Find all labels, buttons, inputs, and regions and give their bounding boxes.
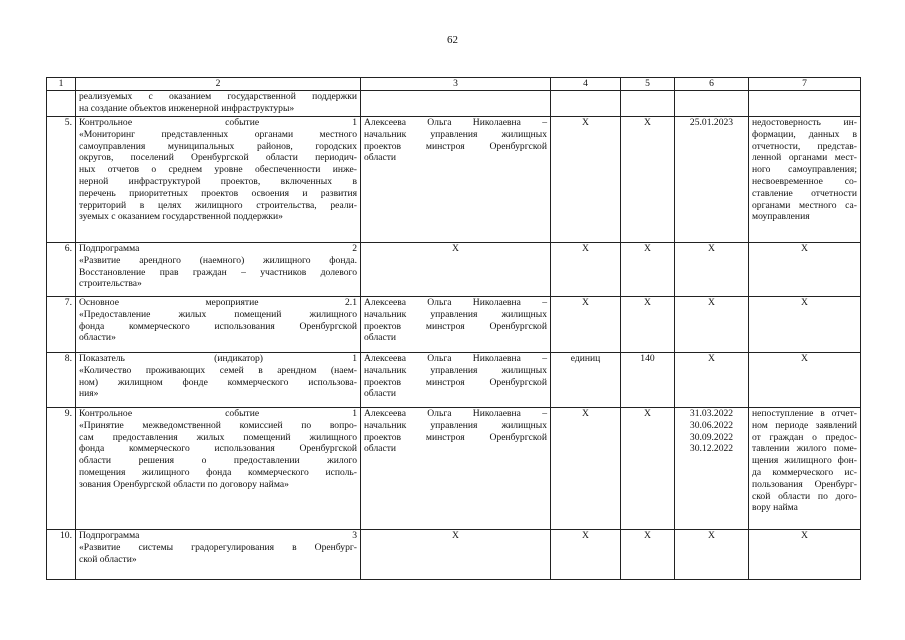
cell-risk — [749, 530, 861, 580]
responsible-line: проектов минстроя Оренбургской — [364, 140, 547, 152]
risk-line: да коммерческого ис- — [752, 466, 857, 478]
name-line: сам предоставления жилых помещений жилищного — [79, 431, 357, 443]
date-line: 30.06.2022 — [689, 419, 734, 431]
name-line: Контрольное событие 1 — [79, 117, 357, 128]
responsible-line: начальник управления жилищных — [364, 419, 547, 431]
cell-name — [76, 297, 361, 353]
cell-value — [621, 243, 675, 297]
risk-line: отчетности, представ- — [752, 140, 857, 152]
name-line: «Принятие межведомственной комиссией по вопро- — [79, 419, 357, 431]
responsible-line: области — [364, 388, 397, 400]
cell-name — [76, 353, 361, 408]
col-header-5: 5 — [621, 78, 675, 91]
cell-risk — [749, 297, 861, 353]
cell-risk — [749, 408, 861, 530]
responsible-line: Алексеева Ольга Николаевна – — [364, 297, 547, 308]
cell-name — [76, 530, 361, 580]
name-line: фонда коммерческого использования Оренбургской — [79, 320, 357, 332]
responsible-line: начальник управления жилищных — [364, 308, 547, 320]
cell-dates — [675, 408, 749, 530]
target-value: X — [644, 408, 651, 419]
cell-dates — [675, 530, 749, 580]
risk-line: ного самоуправления; — [752, 164, 857, 176]
col-header-4: 4 — [551, 78, 621, 91]
cell-value — [621, 117, 675, 243]
unit-value: X — [582, 297, 589, 308]
responsible-line: области — [364, 332, 397, 344]
risk-line: пользования Оренбург- — [752, 478, 857, 490]
name-line: «Количество проживающих семей в арендном (наем- — [79, 364, 357, 376]
date-line: X — [708, 243, 715, 254]
row-number: 10. — [60, 530, 72, 541]
risk-mark: X — [801, 297, 808, 308]
cell-unit — [551, 353, 621, 408]
cell-dates — [675, 117, 749, 243]
col-header-1: 1 — [47, 78, 76, 91]
name-line: Восстановление прав граждан – участников долевого — [79, 266, 357, 278]
cell-dates — [675, 91, 749, 117]
responsible-line: проектов минстроя Оренбургской — [364, 431, 547, 443]
cell-responsible — [361, 353, 551, 408]
name-line: «Развитие арендного (наемного) жилищного фонда. — [79, 254, 357, 266]
unit-value: X — [582, 408, 589, 419]
name-line: «Мониторинг представленных органами местного — [79, 128, 357, 140]
responsible-line: области — [364, 152, 397, 164]
cell-unit — [551, 243, 621, 297]
unit-value: единиц — [570, 353, 601, 364]
name-line: фонда коммерческого использования Оренбургской — [79, 443, 357, 455]
name-line: Подпрограмма 2 — [79, 243, 357, 254]
cell-responsible — [361, 91, 551, 117]
risk-line: моуправления — [752, 211, 810, 223]
name-line: самоуправления муниципальных районов, городских — [79, 140, 357, 152]
cell-responsible — [361, 297, 551, 353]
table-row — [47, 243, 861, 297]
name-line: ния» — [79, 388, 99, 400]
target-value: 140 — [640, 353, 655, 364]
date-line: X — [708, 530, 715, 541]
cell-value — [621, 530, 675, 580]
row-number: 7. — [64, 297, 72, 308]
responsible-mark: X — [452, 243, 459, 254]
risk-line: ской области по дого- — [752, 490, 857, 502]
name-line: ных отчетов о среднем уровне обеспеченности инже- — [79, 164, 357, 176]
name-line: территорий в целях жилищного строительства, реали- — [79, 199, 357, 211]
cell-risk — [749, 353, 861, 408]
target-value: X — [644, 243, 651, 254]
cell-name — [76, 243, 361, 297]
cell-value — [621, 353, 675, 408]
table-row — [47, 353, 861, 408]
col-header-2: 2 — [76, 78, 361, 91]
cell-number — [47, 91, 76, 117]
name-line: помещения жилищного фонда коммерческого исполь- — [79, 466, 357, 478]
risk-line: тавлении жилого поме- — [752, 443, 857, 455]
table-row — [47, 117, 861, 243]
unit-value: X — [582, 117, 589, 128]
cell-risk — [749, 117, 861, 243]
risk-line: от граждан о предос- — [752, 431, 857, 443]
date-line: 30.09.2022 — [689, 431, 734, 443]
name-line: Подпрограмма 3 — [79, 530, 357, 541]
cell-unit — [551, 297, 621, 353]
risk-mark: X — [801, 243, 808, 254]
table-row — [47, 408, 861, 530]
cell-value — [621, 297, 675, 353]
cell-name — [76, 408, 361, 530]
risk-line: несвоевременное со- — [752, 175, 857, 187]
responsible-line: Алексеева Ольга Николаевна – — [364, 353, 547, 364]
unit-value: X — [582, 243, 589, 254]
name-line: области» — [79, 332, 116, 344]
name-line: «Предоставление жилых помещений жилищного — [79, 308, 357, 320]
risk-line: недостоверность ин- — [752, 117, 857, 128]
table-body — [47, 91, 861, 580]
name-line: перечень приоритетных проектов освоения и развития — [79, 187, 357, 199]
date-line: X — [708, 297, 715, 308]
date-line: X — [708, 353, 715, 364]
cell-number — [47, 353, 76, 408]
responsible-mark: X — [452, 530, 459, 541]
risk-line: формации, данных в — [752, 128, 857, 140]
risk-line: ставление отчетности — [752, 187, 857, 199]
risk-line: ном периоде заявлений — [752, 419, 857, 431]
target-value: X — [644, 297, 651, 308]
cell-dates — [675, 243, 749, 297]
name-line: области решения о предоставлении жилого — [79, 455, 357, 467]
risk-line: органами местного са- — [752, 199, 857, 211]
col-header-3: 3 — [361, 78, 551, 91]
name-line: Основное мероприятие 2.1 — [79, 297, 357, 308]
cell-value — [621, 91, 675, 117]
cell-dates — [675, 353, 749, 408]
cell-unit — [551, 408, 621, 530]
name-line: Контрольное событие 1 — [79, 408, 357, 419]
unit-value: X — [582, 530, 589, 541]
name-line: ном) жилищном фонде коммерческого использова- — [79, 376, 357, 388]
cell-value — [621, 408, 675, 530]
cell-unit — [551, 91, 621, 117]
table-row — [47, 530, 861, 580]
cell-risk — [749, 243, 861, 297]
row-number: 6. — [64, 243, 72, 254]
name-line: «Развитие системы градорегулирования в Оренбург- — [79, 541, 357, 553]
cell-dates — [675, 297, 749, 353]
cell-responsible — [361, 117, 551, 243]
date-line: 30.12.2022 — [689, 443, 734, 455]
header-row — [47, 78, 861, 91]
risk-line: вору найма — [752, 502, 798, 514]
cell-unit — [551, 117, 621, 243]
name-line: строительства» — [79, 278, 142, 290]
cell-number — [47, 117, 76, 243]
cell-number — [47, 530, 76, 580]
risk-line: непоступление в отчет- — [752, 408, 857, 419]
cell-number — [47, 408, 76, 530]
name-line: зуемых с оказанием государственной поддержки» — [79, 211, 283, 223]
responsible-line: проектов минстроя Оренбургской — [364, 320, 547, 332]
row-number: 8. — [64, 353, 72, 364]
cell-responsible — [361, 408, 551, 530]
risk-mark: X — [801, 353, 808, 364]
col-header-6: 6 — [675, 78, 749, 91]
table-row — [47, 297, 861, 353]
name-line: Показатель (индикатор) 1 — [79, 353, 357, 364]
cell-unit — [551, 530, 621, 580]
responsible-line: проектов минстроя Оренбургской — [364, 376, 547, 388]
responsible-line: начальник управления жилищных — [364, 364, 547, 376]
name-line: на создание объектов инженерной инфраструктуры» — [79, 102, 295, 114]
target-value: X — [644, 117, 651, 128]
date-line: 25.01.2023 — [689, 117, 734, 128]
page-number: 62 — [447, 34, 458, 46]
cell-responsible — [361, 530, 551, 580]
cell-name — [76, 117, 361, 243]
cell-name — [76, 91, 361, 117]
name-line: ской области» — [79, 553, 137, 565]
row-number: 5. — [64, 117, 72, 128]
name-line: зования Оренбургской области по договору найма» — [79, 478, 289, 490]
plan-table — [46, 77, 861, 580]
risk-line: щения жилищного фон- — [752, 455, 857, 467]
target-value: X — [644, 530, 651, 541]
risk-mark: X — [801, 530, 808, 541]
name-line: округов, поселений Оренбургской области периодич- — [79, 152, 357, 164]
cell-number — [47, 297, 76, 353]
date-line: 31.03.2022 — [689, 408, 734, 419]
risk-line: ленной органами мест- — [752, 152, 857, 164]
col-header-7: 7 — [749, 78, 861, 91]
cell-risk — [749, 91, 861, 117]
table-row — [47, 91, 861, 117]
name-line: реализуемых с оказанием государственной поддержки — [79, 91, 357, 102]
row-number: 9. — [64, 408, 72, 419]
cell-responsible — [361, 243, 551, 297]
name-line: нерной инфраструктурой проектов, включенных в — [79, 175, 357, 187]
responsible-line: области — [364, 443, 397, 455]
responsible-line: Алексеева Ольга Николаевна – — [364, 117, 547, 128]
cell-number — [47, 243, 76, 297]
responsible-line: Алексеева Ольга Николаевна – — [364, 408, 547, 419]
responsible-line: начальник управления жилищных — [364, 128, 547, 140]
